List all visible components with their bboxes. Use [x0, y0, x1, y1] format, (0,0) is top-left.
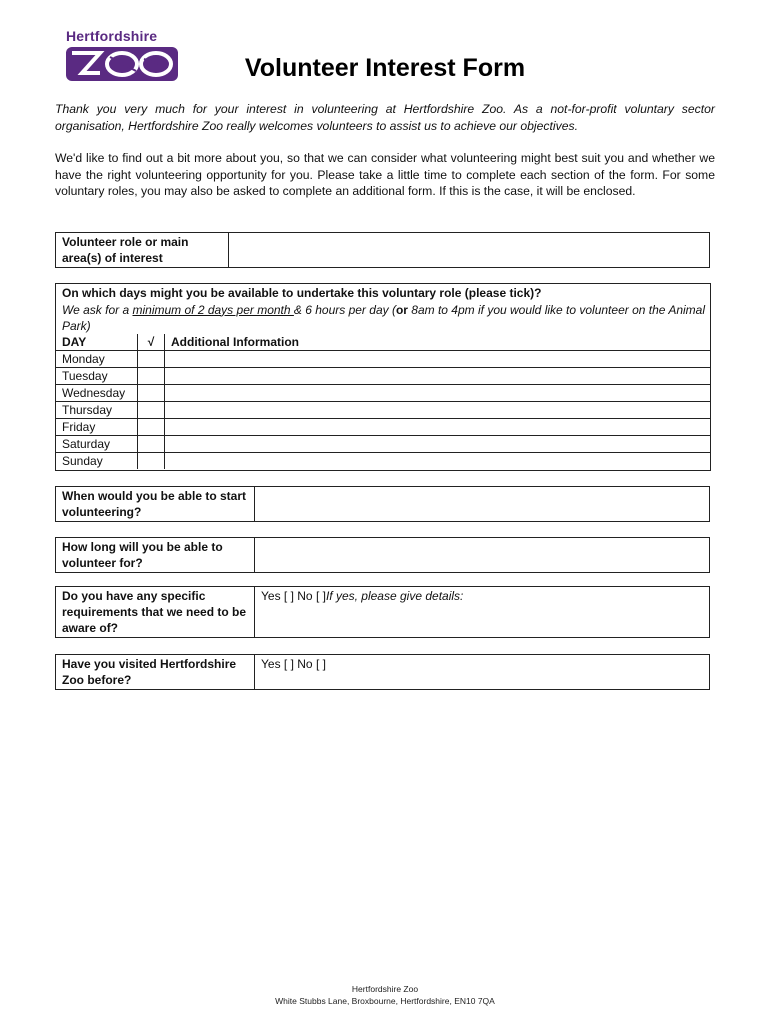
role-table	[55, 232, 710, 268]
requirements-yes-checkbox[interactable]: Yes [ ]	[261, 589, 294, 603]
start-label: When would you be able to start volunteering?	[56, 487, 255, 522]
day-label: Thursday	[56, 402, 138, 419]
table-row	[56, 368, 710, 385]
day-label: Tuesday	[56, 368, 138, 385]
col-day-header: DAY	[56, 334, 138, 351]
day-info-input[interactable]	[165, 419, 711, 436]
availability-section	[55, 283, 711, 471]
visited-table	[55, 654, 710, 690]
table-row	[56, 419, 710, 436]
requirements-table	[55, 586, 710, 638]
requirements-label: Do you have any specific requirements that we need to be aware of?	[56, 587, 255, 638]
table-row	[56, 385, 710, 402]
availability-question: On which days might you be available to undertake this voluntary role (please tick)?	[62, 286, 542, 300]
table-row	[56, 351, 710, 368]
visited-yes-checkbox[interactable]: Yes [ ]	[261, 657, 294, 671]
day-label: Sunday	[56, 453, 138, 470]
col-tick-header: √	[138, 334, 165, 351]
start-table	[55, 486, 710, 522]
day-label: Monday	[56, 351, 138, 368]
day-info-input[interactable]	[165, 453, 711, 470]
requirements-details-prompt: If yes, please give details:	[325, 589, 464, 603]
duration-label: How long will you be able to volunteer for?	[56, 538, 255, 573]
role-label: Volunteer role or main area(s) of interest	[56, 233, 229, 268]
table-row	[56, 436, 710, 453]
day-label: Friday	[56, 419, 138, 436]
visited-label: Have you visited Hertfordshire Zoo before?	[56, 655, 255, 690]
day-info-input[interactable]	[165, 351, 711, 368]
col-info-header: Additional Information	[171, 335, 299, 349]
footer-name: Hertfordshire Zoo	[351, 984, 419, 994]
day-tick-checkbox[interactable]	[138, 436, 165, 453]
logo-text: Hertfordshire	[66, 28, 158, 44]
visited-no-checkbox[interactable]: No [ ]	[297, 657, 326, 671]
table-row	[56, 453, 710, 470]
day-tick-checkbox[interactable]	[138, 402, 165, 419]
availability-note: We ask for a minimum of 2 days per month & 6 hours per day (or 8am to 4pm if you would like to volunteer on the Animal Park)	[62, 302, 705, 333]
availability-header	[62, 285, 707, 335]
visited-answer[interactable]	[255, 655, 710, 690]
page-title: Volunteer Interest Form	[244, 54, 526, 82]
footer-address: White Stubbs Lane, Broxbourne, Hertfordshire, EN10 7QA	[275, 996, 495, 1006]
day-info-input[interactable]	[165, 402, 711, 419]
requirements-answer[interactable]	[255, 587, 710, 638]
table-row	[56, 402, 710, 419]
day-tick-checkbox[interactable]	[138, 385, 165, 402]
footer	[0, 983, 770, 1007]
start-input[interactable]	[255, 487, 710, 522]
requirements-no-checkbox[interactable]: No [ ]	[297, 589, 326, 603]
day-tick-checkbox[interactable]	[138, 453, 165, 470]
day-info-input[interactable]	[165, 436, 711, 453]
role-input[interactable]	[229, 233, 710, 268]
intro-text: Thank you very much for your interest in volunteering at Hertfordshire Zoo. As a not-for-profit voluntary sector organisation, Hertfordshire Zoo really welcomes volunteers to assist us to achieve our objectives.	[55, 102, 715, 133]
day-tick-checkbox[interactable]	[138, 368, 165, 385]
days-table	[56, 334, 710, 469]
instructions-text: We'd like to find out a bit more about you, so that we can consider what volunteering might best suit you and whether we have the right volunteering opportunity for you. Please take a little time to complete each section of the form. For some voluntary roles, you may also be asked to complete an additional form. If this is the case, it will be enclosed.	[55, 151, 715, 198]
duration-table	[55, 537, 710, 573]
day-tick-checkbox[interactable]	[138, 351, 165, 368]
day-info-input[interactable]	[165, 385, 711, 402]
day-label: Wednesday	[56, 385, 138, 402]
day-label: Saturday	[56, 436, 138, 453]
day-info-input[interactable]	[165, 368, 711, 385]
day-tick-checkbox[interactable]	[138, 419, 165, 436]
duration-input[interactable]	[255, 538, 710, 573]
